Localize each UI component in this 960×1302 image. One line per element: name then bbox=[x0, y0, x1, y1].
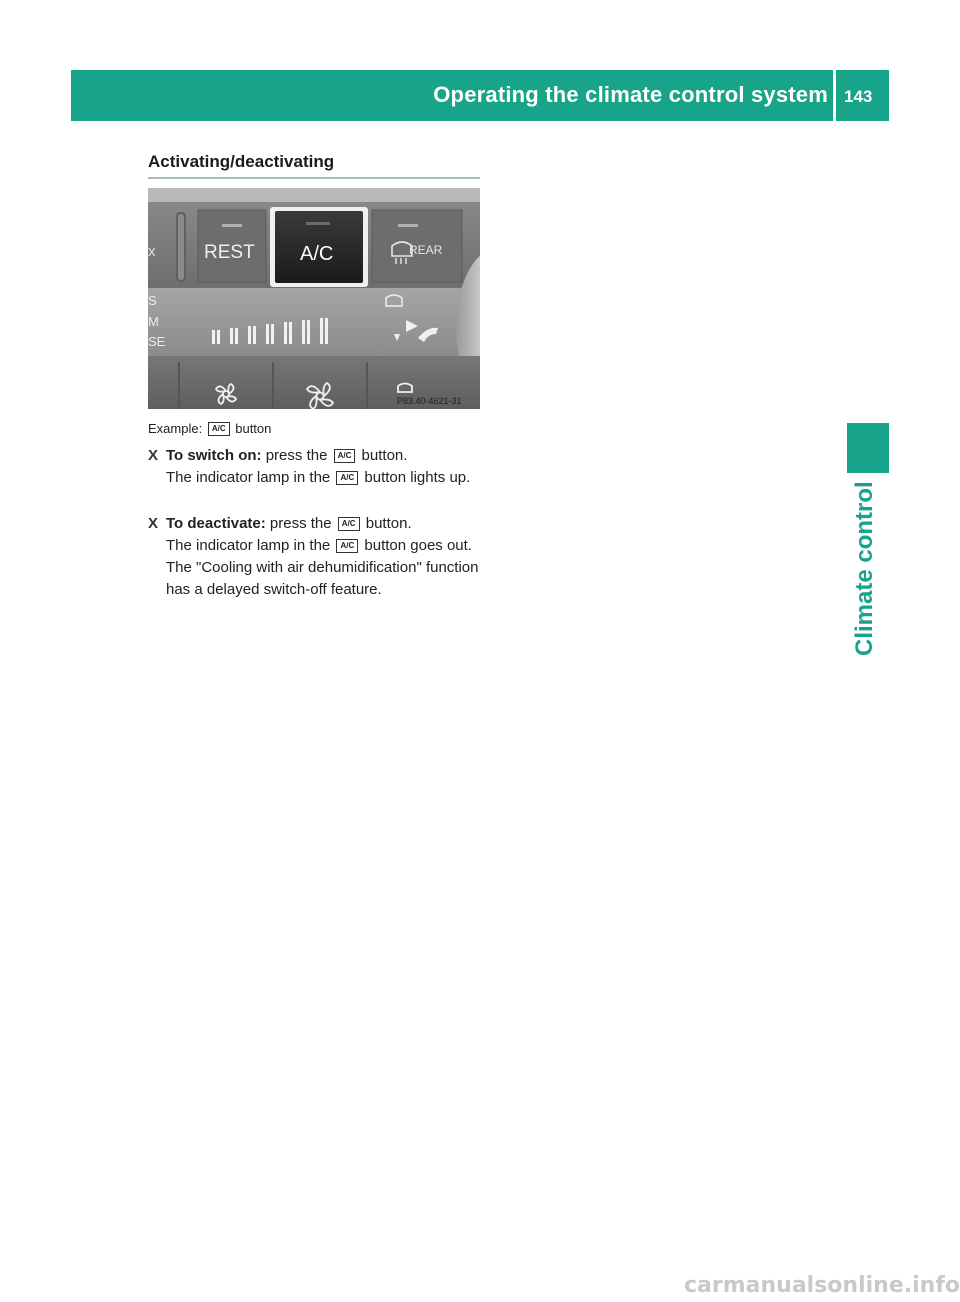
step-result bbox=[148, 467, 488, 489]
result-text: The indicator lamp in the bbox=[166, 469, 331, 486]
header-bar bbox=[71, 70, 889, 121]
svg-text:SE: SE bbox=[148, 334, 166, 349]
step-text: button. bbox=[361, 447, 408, 464]
climate-control-panel-photo bbox=[148, 188, 480, 409]
step-text: button. bbox=[365, 515, 412, 532]
svg-text:A/C: A/C bbox=[300, 243, 334, 265]
step-title: To switch on: bbox=[166, 447, 262, 464]
step-text: press the bbox=[269, 515, 332, 532]
page-header-title: Operating the climate control system bbox=[433, 82, 828, 107]
result-text: button lights up. bbox=[364, 469, 471, 486]
step-deactivate bbox=[148, 513, 488, 601]
ac-button-symbol: A/C bbox=[208, 422, 230, 436]
ac-button-symbol: A/C bbox=[336, 471, 358, 485]
caption-suffix: button bbox=[235, 421, 272, 436]
section-divider bbox=[148, 177, 480, 179]
side-tab-label: Climate control bbox=[851, 481, 878, 656]
ac-button-symbol: A/C bbox=[336, 539, 358, 553]
watermark: carmanualsonline.info bbox=[684, 1273, 960, 1298]
step-title: To deactivate: bbox=[166, 515, 266, 532]
caption-prefix: Example: bbox=[148, 421, 203, 436]
step-result bbox=[148, 535, 488, 601]
figure-caption bbox=[148, 418, 488, 440]
step-switch-on bbox=[148, 445, 488, 489]
instruction-item bbox=[148, 513, 488, 535]
page-number: 143 bbox=[844, 87, 873, 106]
svg-text:REST: REST bbox=[204, 242, 255, 263]
step-text: press the bbox=[265, 447, 328, 464]
svg-text:S: S bbox=[148, 293, 157, 308]
x-bullet-icon: X bbox=[148, 515, 159, 532]
ac-button-symbol: A/C bbox=[338, 517, 360, 531]
result-text: The indicator lamp in the bbox=[166, 537, 331, 554]
result-text: button goes out. The "Cooling with air dehumidification" function has a delayed switch-off feature. bbox=[166, 537, 479, 598]
svg-text:x: x bbox=[148, 243, 156, 260]
svg-text:REAR: REAR bbox=[409, 243, 443, 257]
header-divider bbox=[833, 70, 836, 121]
side-tab-marker bbox=[847, 423, 889, 473]
x-bullet-icon: X bbox=[148, 447, 159, 464]
svg-text:M: M bbox=[148, 314, 159, 329]
section-heading: Activating/deactivating bbox=[148, 152, 335, 171]
instruction-item bbox=[148, 445, 488, 467]
photo-reference-code: P83.40-4621-31 bbox=[397, 396, 462, 406]
ac-button-symbol: A/C bbox=[334, 449, 356, 463]
